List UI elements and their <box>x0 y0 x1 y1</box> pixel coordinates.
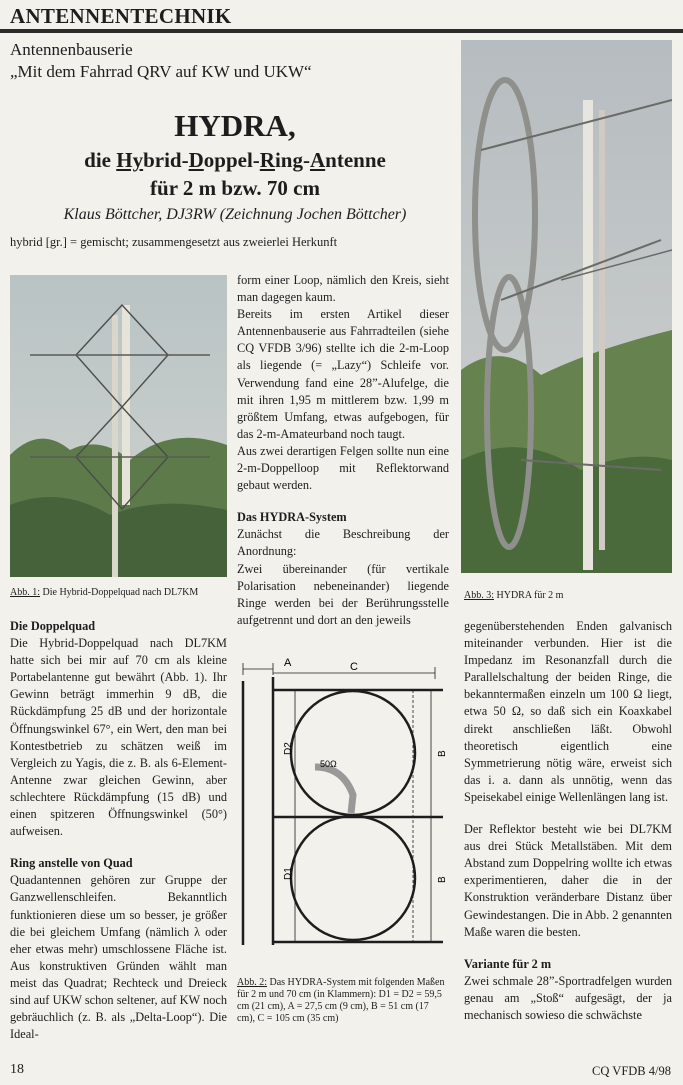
paragraph: Zwei übereinander (für vertikale Polarisation nebeneinander) liegende Ringe werden bei der Berührungsstelle aufgetrennt und dort an den jeweils <box>237 561 449 627</box>
figure-1-text: Die Hybrid-Doppelquad nach DL7KM <box>40 587 199 598</box>
paragraph: form einer Loop, nämlich den Kreis, sieht man dagegen kaum. <box>237 273 449 305</box>
paragraph: Der Reflektor besteht wie bei DL7KM aus drei Stück Metallstäben. Mit dem Abstand zum Doppelring wollte ich etwas experimentieren, daher die in der Konstruktion veränderbare Distanz über Gewindestangen. Die in Abb. 2 genannten Maße waren die besten. <box>464 822 672 939</box>
figure-2-caption <box>237 977 449 1025</box>
paragraph: Bereits im ersten Artikel dieser Antennenbauserie aus Fahrradteilen (siehe CQ VFDB 3/96) stellte ich die 2-m-Loop als liegende (= „Lazy“) Schleife vor. Verwendung fand eine 28”-Alufelge, die mit ihren 1,95 m mittlerem bzw. 1,99 m größtem Umfang, etwas aufgebogen, für das 2-m-Amateurband noch taugt. <box>237 307 449 441</box>
paragraph: Quadantennen gehören zur Gruppe der Ganzwellenschleifen. Bekanntlich funktionieren diese um so besser, je größer die bei gleichem Umfang (nämlich λ oder eher etwas mehr) umschlossene Fläche ist. Aus konstruktiven Gründen wählt man meist das Quadrat; Rechteck und Dreieck sind auf UKW schon seltener, auf KW noch gebräuchlich (z. B. als „Delta-Loop“). Die Ideal- <box>10 873 227 1042</box>
figure-2-diagram <box>235 655 451 965</box>
label-c: C <box>350 661 358 673</box>
heading-variante: Variante für 2 m <box>464 956 552 971</box>
label-d2: D2 <box>283 742 294 755</box>
label-a: A <box>284 657 292 669</box>
figure-3-label: Abb. 3: <box>464 590 494 601</box>
series-label: Antennenbauserie <box>10 40 133 59</box>
figure-3-caption <box>464 590 672 601</box>
column-1 <box>10 618 227 1043</box>
label-d1: D1 <box>283 867 294 880</box>
column-2 <box>237 272 449 629</box>
page-number: 18 <box>10 1062 24 1077</box>
article-subtitle: die Hybrid-Doppel-Ring-Antenne <box>84 148 386 172</box>
column-3 <box>464 618 672 1024</box>
definition-line: hybrid [gr.] = gemischt; zusammengesetzt aus zweierlei Herkunft <box>10 235 338 249</box>
paragraph: gegenüberstehenden Enden galvanisch miteinander verbunden. Hier ist die Impedanz im Resonanzfall durch die Parallelschaltung der beiden Ringe, die bekanntermaßen einzeln um 100 Ω liegt, etwa 50 Ω, so daß sich ein Koaxkabel direkt anschließen läßt. Obwohl theoretisch eigentlich eine Symmetrierung nötig wäre, erweist sich das i. a. dann als unnötig, wenn das Speisekabel einige Wellenlängen lang ist. <box>464 619 672 804</box>
label-b-top: B <box>437 750 448 757</box>
paragraph: Zunächst die Beschreibung der Anordnung: <box>237 527 449 559</box>
paragraph: Aus zwei derartigen Felgen sollte nun eine 2-m-Doppelloop mit Reflektorwand gebaut werden. <box>237 443 449 493</box>
figure-3-text: HYDRA für 2 m <box>494 590 564 601</box>
figure-3-photo <box>461 40 672 573</box>
label-b-bottom: B <box>437 876 448 883</box>
article-title: HYDRA, <box>174 108 296 143</box>
figure-2-text: Das HYDRA-System mit folgenden Maßen für 2 m und 70 cm (in Klammern): D1 = D2 = 59,5 cm (21 cm), A = 27,5 cm (9 cm), B = 51 cm (17 cm), C = 105 cm (35 cm) <box>237 977 445 1024</box>
paragraph: Die Hybrid-Doppelquad nach DL7KM hatte sich bei mir auf 70 cm als kleine Portabelantenne gut bewährt (Abb. 1). Ihr Gewinn beträgt immerhin 9 dB, die Rückdämpfung 25 dB und der horizontale Öffnungswinkel 67°, ein Wert, den man bei Kontestbetrieb zu schätzen weiß im Vergleich zu Yagis, die z. B. als 6-Element-Antenne zwar gleichen Gewinn, aber schlechtere Rückdämpfung (15 dB) und einen spitzeren Öffnungswinkel (50°) aufweisen. <box>10 636 227 839</box>
magazine-issue: CQ VFDB 4/98 <box>592 1064 671 1078</box>
header-rule <box>0 29 683 33</box>
author-line: Klaus Böttcher, DJ3RW (Zeichnung Jochen Böttcher) <box>63 206 407 223</box>
figure-1-label: Abb. 1: <box>10 587 40 598</box>
paragraph: Zwei schmale 28”-Sportradfelgen wurden genau am „Stoß“ aufgesägt, der ja mechanisch sowieso die schwächste <box>464 973 672 1022</box>
figure-1-caption <box>10 587 227 598</box>
heading-ring-quad: Ring anstelle von Quad <box>10 856 133 871</box>
label-50-ohm: 50Ω <box>320 759 337 769</box>
series-title: „Mit dem Fahrrad QRV auf KW und UKW“ <box>10 62 312 81</box>
figure-2-label: Abb. 2: <box>237 977 267 988</box>
figure-1-photo <box>10 275 227 577</box>
section-header: ANTENNENTECHNIK <box>10 4 232 28</box>
heading-doppelquad: Die Doppelquad <box>10 619 96 633</box>
heading-hydra-system: Das HYDRA-System <box>237 510 347 525</box>
article-subtitle-2: für 2 m bzw. 70 cm <box>150 176 320 200</box>
